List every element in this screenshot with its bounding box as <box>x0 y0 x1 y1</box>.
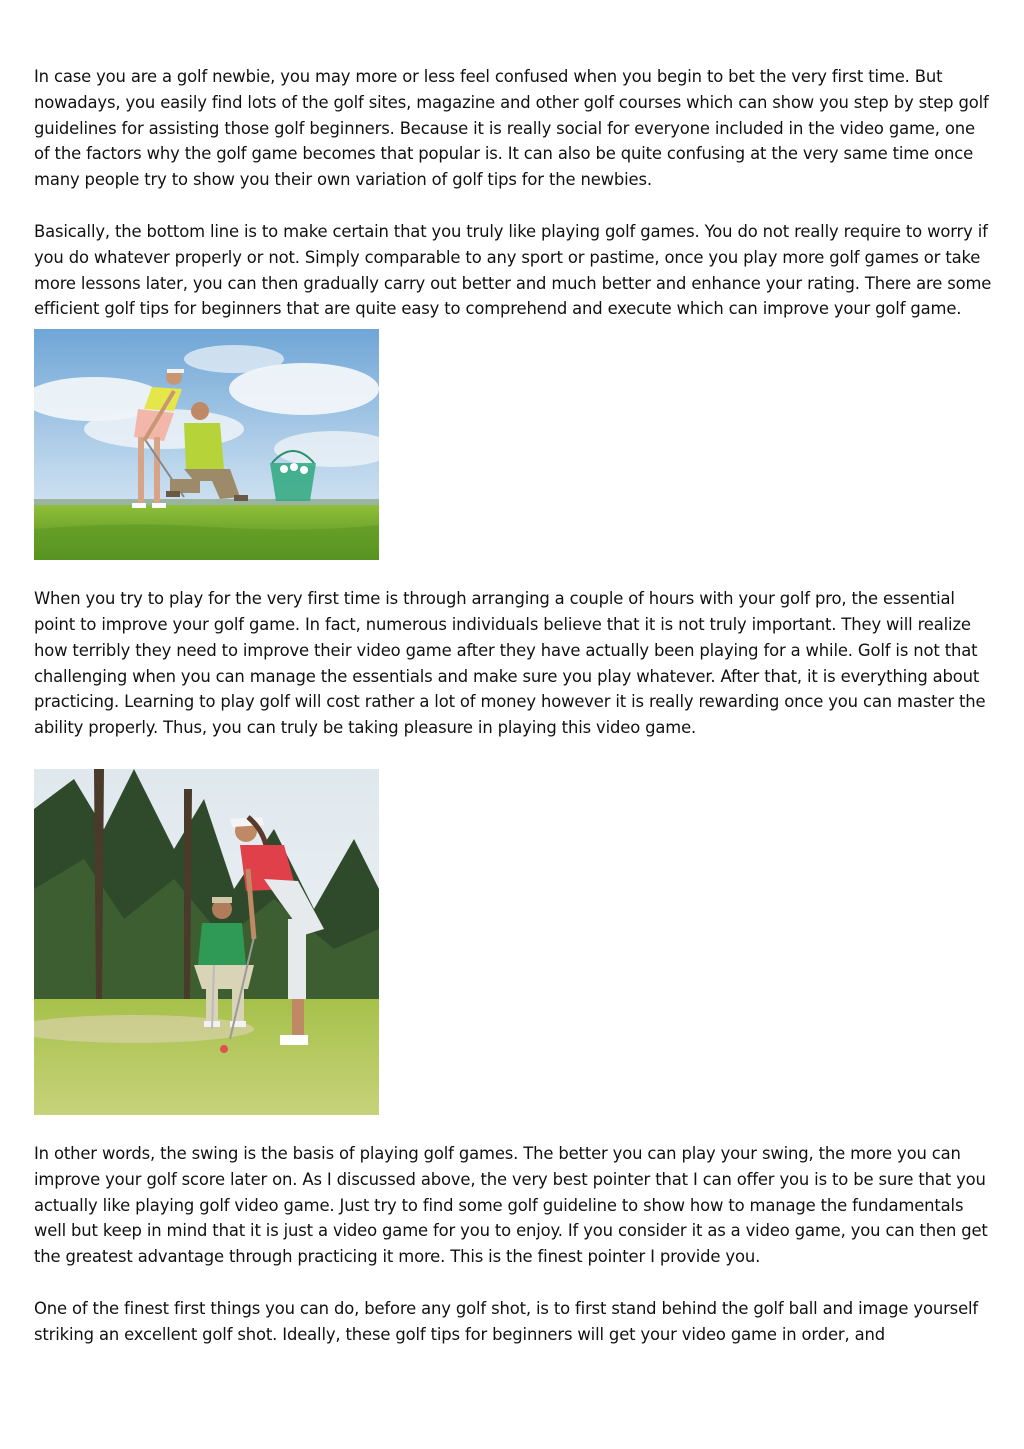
golf-lesson-photo <box>34 329 379 560</box>
paragraph-golf-pro: When you try to play for the very first time is through arranging a couple of hours with your golf pro, the essential point to improve your golf game. In fact, numerous individuals believe that it is not truly important. They will realize how terribly they need to improve their video game after they have actually been playing for a while. Golf is not that challenging when you can manage the essentials and make sure you play whatever. After that, it is everything about practicing. Learning to play golf will cost rather a lot of money however it is really rewarding once you can master the ability properly. Thus, you can truly be taking pleasure in playing this video game. <box>34 589 986 738</box>
golf-putting-image <box>34 769 379 1115</box>
paragraph-bottom-line: Basically, the bottom line is to make certain that you truly like playing golf games. You do not really require to worry if you do whatever properly or not. Simply comparable to any sport or pastime, once you play more golf games or take more lessons later, you can then gradually carry out better and much better and enhance your rating. There are some efficient golf tips for beginners that are quite easy to comprehend and execute which can improve your golf game. <box>34 221 992 319</box>
golf-lesson-image <box>34 329 379 560</box>
paragraph-swing: In other words, the swing is the basis of playing golf games. The better you can play your swing, the more you can improve your golf score later on. As I discussed above, the very best pointer that I can offer you is to be sure that you actually like playing golf video game. Just try to find some golf guideline to show how to manage the fundamentals well but keep in mind that it is just a video game for you to enjoy. If you consider it as a video game, you can then get the greatest advantage through practicing it more. This is the finest pointer I provide you. <box>34 1143 988 1267</box>
paragraph-first-things: One of the finest first things you can do, before any golf shot, is to first stand behind the golf ball and image yourself striking an excellent golf shot. Ideally, these golf tips for beginners will get your video game in order, and <box>34 1298 979 1344</box>
paragraph-intro: In case you are a golf newbie, you may more or less feel confused when you begin to bet the very first time. But nowadays, you easily find lots of the golf sites, magazine and other golf courses which can show you step by step golf guidelines for assisting those golf beginners. Because it is really social for everyone included in the video game, one of the factors why the golf game becomes that popular is. It can also be quite confusing at the very same time once many people try to show you their own variation of golf tips for the newbies. <box>34 67 989 190</box>
golf-putting-photo <box>34 769 379 1115</box>
article-body <box>34 64 992 1348</box>
